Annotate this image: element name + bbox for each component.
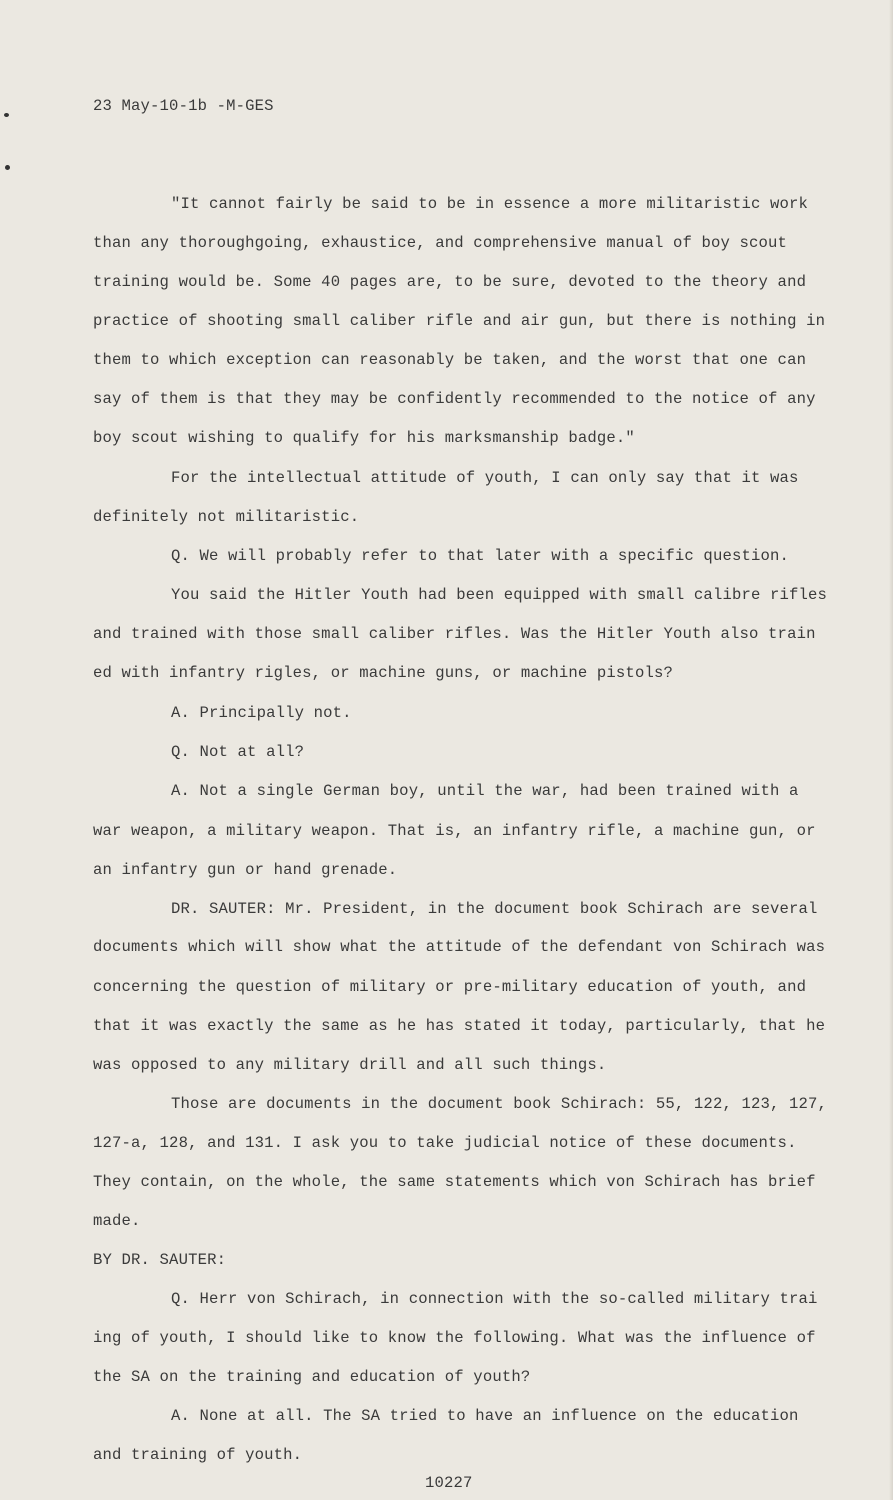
text-line: that it was exactly the same as he has stated it today, particularly, that he (93, 1017, 826, 1035)
text-line: They contain, on the whole, the same statements which von Schirach has brief (93, 1173, 816, 1191)
text-line: For the intellectual attitude of youth, I can only say that it was (171, 469, 799, 487)
text-line: than any thoroughgoing, exhaustice, and comprehensive manual of boy scout (93, 234, 788, 252)
text-line: an infantry gun or hand grenade. (93, 861, 398, 879)
text-line: "It cannot fairly be said to be in essence a more militaristic work (171, 195, 809, 213)
examiner-heading: BY DR. SAUTER: (93, 1251, 227, 1269)
text-line: say of them is that they may be confidently recommended to the notice of any (93, 390, 816, 408)
text-line: concerning the question of military or pre-military education of youth, and (93, 978, 807, 996)
text-line: war weapon, a military weapon. That is, an infantry rifle, a machine gun, or (93, 822, 816, 840)
page-number: 10227 (425, 1474, 473, 1492)
text-line: them to which exception can reasonably be taken, and the worst that one can (93, 351, 807, 369)
speaker-line: DR. SAUTER: Mr. President, in the document book Schirach are several (171, 900, 818, 918)
punch-mark-bottom (5, 165, 10, 170)
text-line: documents which will show what the attitude of the defendant von Schirach was (93, 938, 826, 956)
text-line: Those are documents in the document book Schirach: 55, 122, 123, 127, (171, 1095, 828, 1113)
text-line: the SA on the training and education of youth? (93, 1368, 531, 1386)
text-line: was opposed to any military drill and all such things. (93, 1056, 607, 1074)
punch-mark-top (4, 113, 9, 117)
text-line: practice of shooting small caliber rifle and air gun, but there is nothing in (93, 312, 826, 330)
answer-line: A. None at all. The SA tried to have an influence on the education (171, 1407, 799, 1425)
text-line: and trained with those small caliber rifles. Was the Hitler Youth also train (93, 625, 816, 643)
text-line: training would be. Some 40 pages are, to be sure, devoted to the theory and (93, 273, 807, 291)
question-line: Q. Herr von Schirach, in connection with the so-called military trai (171, 1290, 818, 1308)
text-line: made. (93, 1212, 141, 1230)
answer-line: A. Principally not. (171, 704, 352, 722)
text-line: You said the Hitler Youth had been equipped with small calibre rifles (171, 586, 828, 604)
text-line: boy scout wishing to qualify for his marksmanship badge." (93, 429, 635, 447)
text-line: ed with infantry rigles, or machine guns, or machine pistols? (93, 664, 673, 682)
document-header: 23 May-10-1b -M-GES (93, 97, 274, 115)
answer-line: A. Not a single German boy, until the war, had been trained with a (171, 782, 799, 800)
question-line: Q. Not at all? (171, 743, 305, 761)
text-line: 127-a, 128, and 131. I ask you to take judicial notice of these documents. (93, 1134, 797, 1152)
text-line: ing of youth, I should like to know the following. What was the influence of (93, 1329, 816, 1347)
question-line: Q. We will probably refer to that later with a specific question. (171, 547, 790, 565)
text-line: and training of youth. (93, 1446, 303, 1464)
text-line: definitely not militaristic. (93, 508, 360, 526)
paper-edge (889, 0, 893, 1500)
